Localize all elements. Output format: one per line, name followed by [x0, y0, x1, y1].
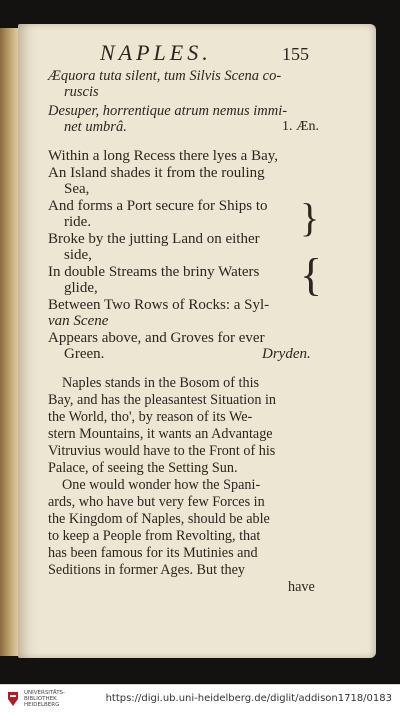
page-number: 155	[282, 44, 309, 64]
verse-line: Appears above, and Groves for ever	[48, 330, 265, 346]
prose-line: has been famous for its Mutinies and	[48, 545, 258, 561]
catchword: have	[288, 579, 315, 595]
prose-line: the World, tho', by reason of its We-	[48, 409, 253, 425]
prose-line: One would wonder how the Spani-	[62, 477, 261, 493]
institution-name: UNIVERSITÄTS- BIBLIOTHEK HEIDELBERG	[24, 690, 66, 708]
prose-line: Palace, of seeing the Setting Sun.	[48, 460, 238, 476]
latin-line: Desuper, horrentique atrum nemus immi-	[48, 103, 288, 119]
prose-line: Vitruvius would have to the Front of his	[48, 443, 276, 459]
verse-line: Within a long Recess there lyes a Bay,	[48, 148, 279, 164]
latin-line: net umbrâ.	[64, 119, 127, 135]
verse-line: glide,	[64, 280, 98, 296]
prose-line: Bay, and has the pleasantest Situation in	[48, 392, 277, 408]
verse-line: Between Two Rows of Rocks: a Syl-	[48, 297, 270, 313]
verse-line: ride.	[64, 214, 92, 230]
brace-left: {	[300, 249, 323, 300]
verse-line: And forms a Port secure for Ships to	[48, 198, 268, 214]
prose-line: Naples stands in the Bosom of this	[62, 375, 260, 391]
verse-line: van Scene	[48, 313, 109, 329]
verse-line: Green.	[64, 346, 105, 362]
running-head: NAPLES.	[100, 40, 212, 65]
latin-citation: 1. Æn.	[282, 119, 319, 134]
prose-line: to keep a People from Revolting, that	[48, 528, 261, 544]
verse-citation: Dryden.	[262, 346, 311, 362]
verse-line: Sea,	[64, 181, 90, 197]
prose-line: the Kingdom of Naples, should be able	[48, 511, 270, 527]
latin-line: Æquora tuta silent, tum Silvis Scena co-	[48, 68, 282, 84]
prose-line: stern Mountains, it wants an Advantage	[48, 426, 273, 442]
verse-line: An Island shades it from the rouling	[48, 165, 265, 181]
verse-line: Broke by the jutting Land on either	[48, 231, 260, 247]
prose-line: ards, who have but very few Forces in	[48, 494, 265, 510]
verse-line: side,	[64, 247, 92, 263]
viewer-footer	[0, 684, 400, 715]
brace-right: }	[300, 195, 320, 240]
university-logo-icon	[6, 690, 20, 708]
prose-line: Seditions in former Ages. But they	[48, 562, 246, 578]
verse-line: In double Streams the briny Waters	[48, 264, 260, 280]
source-url[interactable]: https://digi.ub.uni-heidelberg.de/diglit/addison1718/0183	[105, 693, 392, 704]
latin-line: ruscis	[64, 84, 99, 100]
